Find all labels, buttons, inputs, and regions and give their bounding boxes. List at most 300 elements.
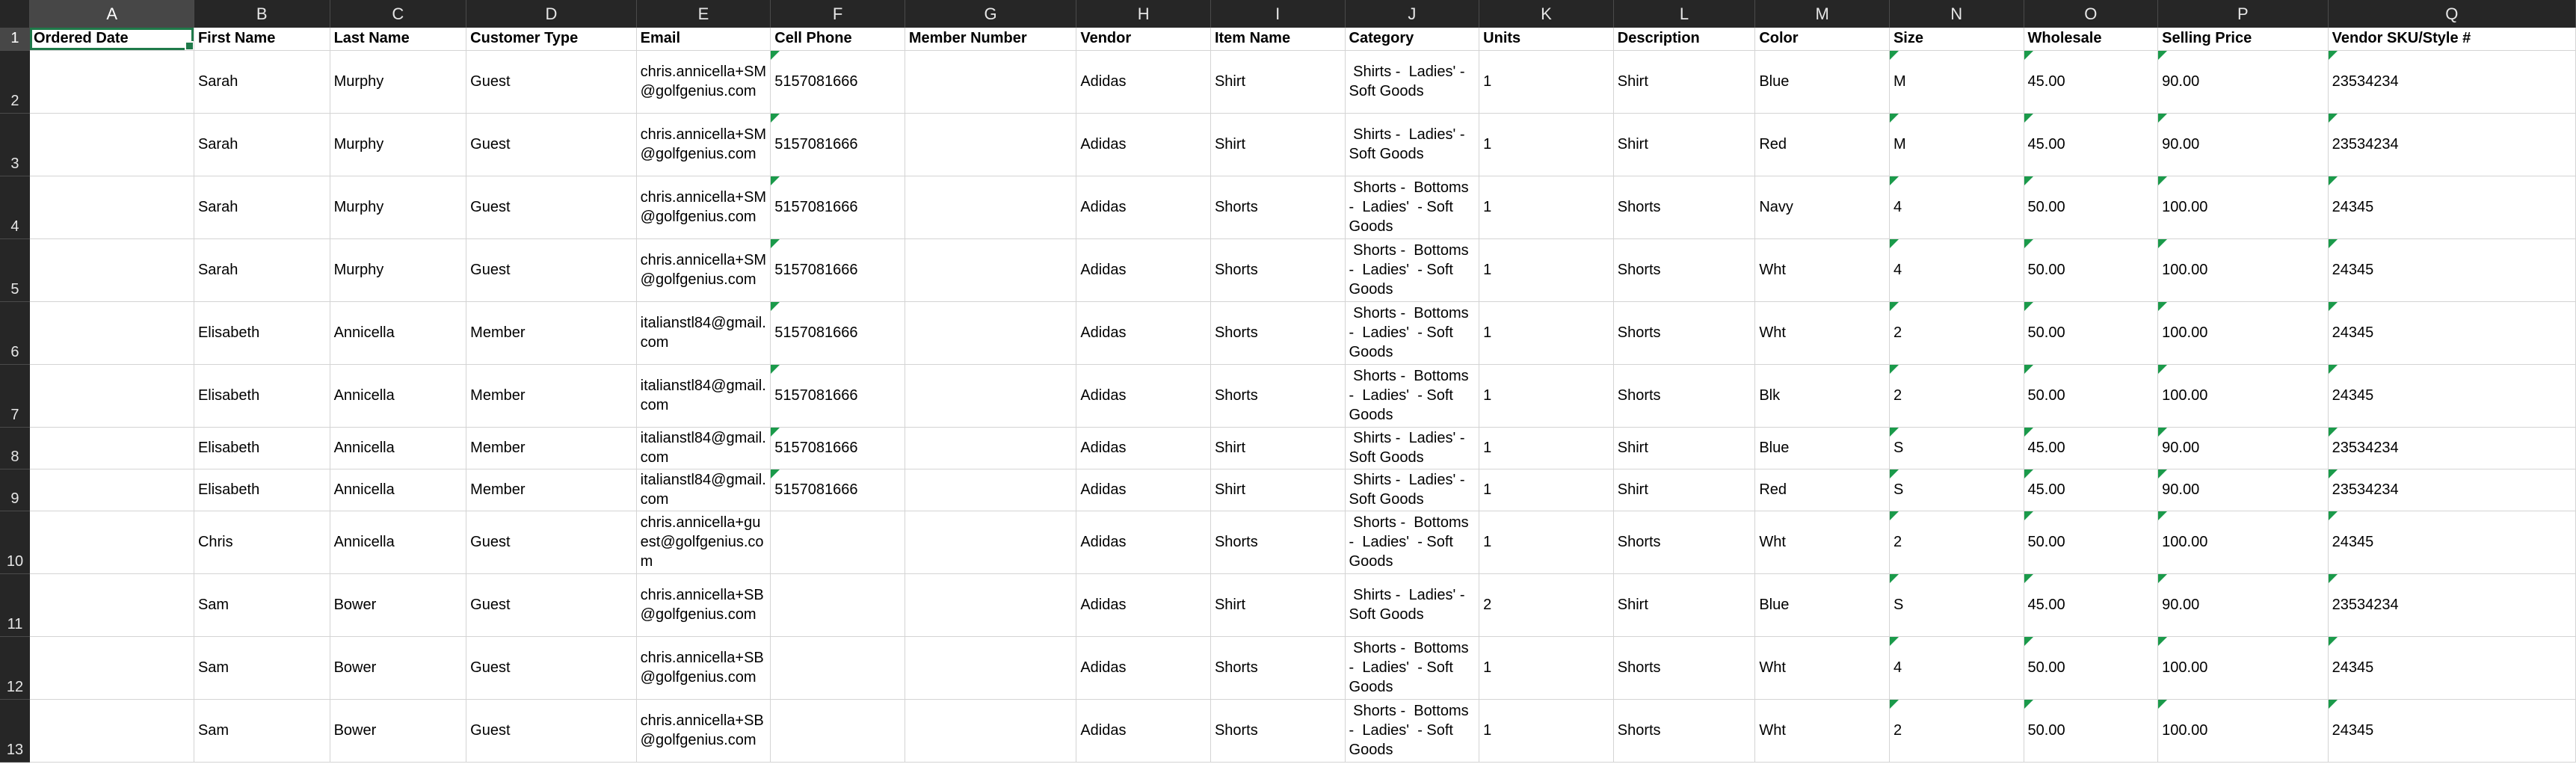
cell-h7[interactable]	[1076, 364, 1211, 427]
cell-value: 90.00	[2162, 73, 2200, 90]
cell-value: Adidas	[1080, 324, 1127, 341]
cell-k11[interactable]	[1479, 573, 1614, 636]
cell-b11[interactable]	[194, 573, 330, 636]
cell-value: chris.annicella+SB@golfgenius.com	[640, 650, 764, 686]
cell-e9[interactable]	[636, 469, 771, 511]
column-header-f[interactable]: F	[771, 0, 905, 28]
cell-value: Wht	[1759, 534, 1786, 550]
cell-q12[interactable]	[2328, 636, 2575, 699]
cell-a10[interactable]	[30, 511, 194, 573]
cell-g5[interactable]	[905, 238, 1076, 301]
cell-p7[interactable]	[2158, 364, 2328, 427]
cell-d4[interactable]	[466, 176, 636, 238]
cell-p6[interactable]	[2158, 301, 2328, 364]
cell-value: italianstl84@gmail.com	[640, 430, 766, 466]
row-header-7[interactable]: 7	[0, 364, 30, 427]
header-cell-m1[interactable]	[1755, 28, 1890, 50]
cell-h2[interactable]	[1076, 50, 1211, 113]
cell-value: 50.00	[2027, 199, 2065, 215]
row-header-13[interactable]: 13	[0, 699, 30, 762]
cell-n3[interactable]	[1889, 113, 2024, 176]
cell-p8[interactable]	[2158, 427, 2328, 469]
row-header-6[interactable]: 6	[0, 301, 30, 364]
cell-p11[interactable]	[2158, 573, 2328, 636]
cell-h12[interactable]	[1076, 636, 1211, 699]
cell-b5[interactable]	[194, 238, 330, 301]
cell-n5[interactable]	[1889, 238, 2024, 301]
cell-value: Shorts	[1617, 659, 1661, 676]
cell-i3[interactable]	[1210, 113, 1345, 176]
row-header-10[interactable]: 10	[0, 511, 30, 573]
cell-q7[interactable]	[2328, 364, 2575, 427]
cell-e13[interactable]	[636, 699, 771, 762]
cell-value: Annicella	[333, 387, 395, 404]
cell-c9[interactable]	[330, 469, 466, 511]
cell-d5[interactable]	[466, 238, 636, 301]
cell-o8[interactable]	[2024, 427, 2158, 469]
cell-m4[interactable]	[1755, 176, 1890, 238]
header-cell-c1[interactable]	[330, 28, 466, 50]
cell-o9[interactable]	[2024, 469, 2158, 511]
cell-n9[interactable]	[1889, 469, 2024, 511]
header-cell-k1[interactable]	[1479, 28, 1614, 50]
cell-j12[interactable]	[1345, 636, 1479, 699]
cell-value: Sam	[197, 597, 229, 613]
cell-k2[interactable]	[1479, 50, 1614, 113]
cell-e4[interactable]	[636, 176, 771, 238]
header-cell-e1[interactable]	[636, 28, 771, 50]
cell-i5[interactable]	[1210, 238, 1345, 301]
cell-n7[interactable]	[1889, 364, 2024, 427]
column-header-c[interactable]: C	[330, 0, 466, 28]
header-cell-g1[interactable]	[905, 28, 1076, 50]
cell-c2[interactable]	[330, 50, 466, 113]
cell-value: Adidas	[1080, 440, 1127, 456]
cell-f4[interactable]	[771, 176, 905, 238]
cell-o7[interactable]	[2024, 364, 2158, 427]
cell-c11[interactable]	[330, 573, 466, 636]
header-cell-i1[interactable]	[1210, 28, 1345, 50]
cell-k13[interactable]	[1479, 699, 1614, 762]
row-header-11[interactable]: 11	[0, 573, 30, 636]
cell-g2[interactable]	[905, 50, 1076, 113]
cell-p2[interactable]	[2158, 50, 2328, 113]
cell-n11[interactable]	[1889, 573, 2024, 636]
cell-d13[interactable]	[466, 699, 636, 762]
column-header-b[interactable]: B	[194, 0, 330, 28]
cell-l3[interactable]	[1613, 113, 1755, 176]
cell-value: Shorts	[1617, 722, 1661, 739]
cell-j11[interactable]	[1345, 573, 1479, 636]
cell-a9[interactable]	[30, 469, 194, 511]
cell-d12[interactable]	[466, 636, 636, 699]
column-header-k[interactable]: K	[1479, 0, 1614, 28]
cell-value: Shirt	[1617, 73, 1648, 90]
cell-d3[interactable]	[466, 113, 636, 176]
cell-a3[interactable]	[30, 113, 194, 176]
cell-h10[interactable]	[1076, 511, 1211, 573]
cell-e7[interactable]	[636, 364, 771, 427]
cell-f9[interactable]	[771, 469, 905, 511]
cell-h4[interactable]	[1076, 176, 1211, 238]
row-header-4[interactable]: 4	[0, 176, 30, 238]
cell-c7[interactable]	[330, 364, 466, 427]
cell-h5[interactable]	[1076, 238, 1211, 301]
cell-value: Wholesale	[2027, 30, 2102, 46]
cell-q10[interactable]	[2328, 511, 2575, 573]
row-header-8[interactable]: 8	[0, 427, 30, 469]
cell-m11[interactable]	[1755, 573, 1890, 636]
cell-g4[interactable]	[905, 176, 1076, 238]
column-header-o[interactable]: O	[2024, 0, 2158, 28]
cell-a6[interactable]	[30, 301, 194, 364]
cell-p10[interactable]	[2158, 511, 2328, 573]
cell-l12[interactable]	[1613, 636, 1755, 699]
cell-l13[interactable]	[1613, 699, 1755, 762]
cell-i11[interactable]	[1210, 573, 1345, 636]
cell-i6[interactable]	[1210, 301, 1345, 364]
cell-f5[interactable]	[771, 238, 905, 301]
header-cell-d1[interactable]	[466, 28, 636, 50]
cell-e10[interactable]	[636, 511, 771, 573]
cell-a11[interactable]	[30, 573, 194, 636]
cell-value: Units	[1483, 30, 1521, 46]
cell-g13[interactable]	[905, 699, 1076, 762]
cell-p9[interactable]	[2158, 469, 2328, 511]
cell-i7[interactable]	[1210, 364, 1345, 427]
cell-q8[interactable]	[2328, 427, 2575, 469]
cell-f11[interactable]	[771, 573, 905, 636]
cell-i2[interactable]	[1210, 50, 1345, 113]
cell-e3[interactable]	[636, 113, 771, 176]
cell-q13[interactable]	[2328, 699, 2575, 762]
cell-d10[interactable]	[466, 511, 636, 573]
cell-g10[interactable]	[905, 511, 1076, 573]
cell-value: 45.00	[2027, 73, 2065, 90]
row-header-12[interactable]: 12	[0, 636, 30, 699]
cell-b12[interactable]	[194, 636, 330, 699]
cell-value: Last Name	[333, 30, 410, 46]
cell-value: 1	[1483, 659, 1492, 676]
cell-j8[interactable]	[1345, 427, 1479, 469]
cell-b8[interactable]	[194, 427, 330, 469]
cell-c13[interactable]	[330, 699, 466, 762]
cell-l10[interactable]	[1613, 511, 1755, 573]
cell-q3[interactable]	[2328, 113, 2575, 176]
column-header-d[interactable]: D	[466, 0, 636, 28]
cell-value: Shirt	[1617, 481, 1648, 498]
cell-n13[interactable]	[1889, 699, 2024, 762]
row-header-5[interactable]: 5	[0, 238, 30, 301]
cell-a12[interactable]	[30, 636, 194, 699]
column-header-p[interactable]: P	[2158, 0, 2328, 28]
cell-j7[interactable]	[1345, 364, 1479, 427]
cell-d8[interactable]	[466, 427, 636, 469]
cell-o10[interactable]	[2024, 511, 2158, 573]
table-row	[0, 636, 2576, 699]
cell-q9[interactable]	[2328, 469, 2575, 511]
cell-l8[interactable]	[1613, 427, 1755, 469]
cell-l5[interactable]	[1613, 238, 1755, 301]
cell-j10[interactable]	[1345, 511, 1479, 573]
column-header-n[interactable]: N	[1889, 0, 2024, 28]
cell-i12[interactable]	[1210, 636, 1345, 699]
cell-value: chris.annicella+SM@golfgenius.com	[640, 64, 767, 99]
cell-b7[interactable]	[194, 364, 330, 427]
cell-d6[interactable]	[466, 301, 636, 364]
row-header-1[interactable]: 1	[0, 28, 30, 50]
cell-h3[interactable]	[1076, 113, 1211, 176]
cell-d7[interactable]	[466, 364, 636, 427]
cell-value: 90.00	[2162, 481, 2200, 498]
cell-a2[interactable]	[30, 50, 194, 113]
cell-k10[interactable]	[1479, 511, 1614, 573]
cell-i13[interactable]	[1210, 699, 1345, 762]
cell-c6[interactable]	[330, 301, 466, 364]
cell-o11[interactable]	[2024, 573, 2158, 636]
cell-f3[interactable]	[771, 113, 905, 176]
cell-value: Adidas	[1080, 73, 1127, 90]
cell-value: Shirts - Ladies' - Soft Goods	[1349, 587, 1470, 623]
cell-d9[interactable]	[466, 469, 636, 511]
cell-p12[interactable]	[2158, 636, 2328, 699]
column-header-h[interactable]: H	[1076, 0, 1211, 28]
cell-value: Guest	[470, 722, 511, 739]
column-header-l[interactable]: L	[1613, 0, 1755, 28]
cell-value: Member	[470, 481, 526, 498]
cell-m7[interactable]	[1755, 364, 1890, 427]
header-cell-n1[interactable]	[1889, 28, 2024, 50]
header-cell-f1[interactable]	[771, 28, 905, 50]
cell-l2[interactable]	[1613, 50, 1755, 113]
header-cell-j1[interactable]	[1345, 28, 1479, 50]
cell-k9[interactable]	[1479, 469, 1614, 511]
cell-o4[interactable]	[2024, 176, 2158, 238]
cell-value: S	[1893, 597, 1904, 613]
column-header-g[interactable]: G	[905, 0, 1076, 28]
cell-g6[interactable]	[905, 301, 1076, 364]
cell-b4[interactable]	[194, 176, 330, 238]
row-header-2[interactable]: 2	[0, 50, 30, 113]
cell-q11[interactable]	[2328, 573, 2575, 636]
cell-value: Blk	[1759, 387, 1781, 404]
cell-j3[interactable]	[1345, 113, 1479, 176]
cell-a4[interactable]	[30, 176, 194, 238]
header-cell-q1[interactable]	[2328, 28, 2575, 50]
cell-m12[interactable]	[1755, 636, 1890, 699]
cell-f8[interactable]	[771, 427, 905, 469]
column-header-m[interactable]: M	[1755, 0, 1890, 28]
table-row	[0, 364, 2576, 427]
cell-value: Shorts - Bottoms - Ladies' - Soft Goods	[1349, 514, 1473, 570]
cell-value: Annicella	[333, 324, 395, 341]
cell-p3[interactable]	[2158, 113, 2328, 176]
cell-k6[interactable]	[1479, 301, 1614, 364]
cell-value: Sarah	[197, 199, 238, 215]
cell-b9[interactable]	[194, 469, 330, 511]
cell-n12[interactable]	[1889, 636, 2024, 699]
cell-value: Shorts	[1214, 324, 1258, 341]
cell-o12[interactable]	[2024, 636, 2158, 699]
cell-value: chris.annicella+SM@golfgenius.com	[640, 189, 767, 225]
cell-value: 100.00	[2162, 387, 2208, 404]
cell-e5[interactable]	[636, 238, 771, 301]
cell-l9[interactable]	[1613, 469, 1755, 511]
header-cell-a1[interactable]	[30, 28, 194, 50]
header-cell-l1[interactable]	[1613, 28, 1755, 50]
cell-b10[interactable]	[194, 511, 330, 573]
cell-e6[interactable]	[636, 301, 771, 364]
cell-value: Adidas	[1080, 597, 1127, 613]
cell-n2[interactable]	[1889, 50, 2024, 113]
cell-o3[interactable]	[2024, 113, 2158, 176]
header-cell-h1[interactable]	[1076, 28, 1211, 50]
cell-value: Chris	[197, 534, 233, 550]
column-header-i[interactable]: I	[1210, 0, 1345, 28]
cell-e8[interactable]	[636, 427, 771, 469]
cell-g3[interactable]	[905, 113, 1076, 176]
cell-value: Shorts - Bottoms - Ladies' - Soft Goods	[1349, 703, 1473, 758]
cell-b2[interactable]	[194, 50, 330, 113]
cell-l6[interactable]	[1613, 301, 1755, 364]
cell-q4[interactable]	[2328, 176, 2575, 238]
cell-i4[interactable]	[1210, 176, 1345, 238]
cell-k4[interactable]	[1479, 176, 1614, 238]
cell-f10[interactable]	[771, 511, 905, 573]
cell-c3[interactable]	[330, 113, 466, 176]
cell-o13[interactable]	[2024, 699, 2158, 762]
cell-e11[interactable]	[636, 573, 771, 636]
cell-value: Shirt	[1214, 73, 1246, 90]
cell-l4[interactable]	[1613, 176, 1755, 238]
cell-l7[interactable]	[1613, 364, 1755, 427]
cell-h8[interactable]	[1076, 427, 1211, 469]
row-header-9[interactable]: 9	[0, 469, 30, 511]
column-header-j[interactable]: J	[1345, 0, 1479, 28]
cell-g8[interactable]	[905, 427, 1076, 469]
column-header-e[interactable]: E	[636, 0, 771, 28]
cell-c8[interactable]	[330, 427, 466, 469]
select-all-corner[interactable]	[0, 0, 30, 28]
cell-i9[interactable]	[1210, 469, 1345, 511]
cell-f12[interactable]	[771, 636, 905, 699]
cell-value: Annicella	[333, 440, 395, 456]
cell-f6[interactable]	[771, 301, 905, 364]
cell-value: Adidas	[1080, 262, 1127, 278]
header-cell-p1[interactable]	[2158, 28, 2328, 50]
cell-j2[interactable]	[1345, 50, 1479, 113]
cell-k7[interactable]	[1479, 364, 1614, 427]
cell-p13[interactable]	[2158, 699, 2328, 762]
cell-value: Shirt	[1214, 136, 1246, 153]
cell-k8[interactable]	[1479, 427, 1614, 469]
cell-f7[interactable]	[771, 364, 905, 427]
cell-q5[interactable]	[2328, 238, 2575, 301]
cell-e12[interactable]	[636, 636, 771, 699]
cell-b3[interactable]	[194, 113, 330, 176]
cell-c12[interactable]	[330, 636, 466, 699]
cell-i8[interactable]	[1210, 427, 1345, 469]
header-cell-o1[interactable]	[2024, 28, 2158, 50]
cell-l11[interactable]	[1613, 573, 1755, 636]
cell-m6[interactable]	[1755, 301, 1890, 364]
cell-g11[interactable]	[905, 573, 1076, 636]
cell-n8[interactable]	[1889, 427, 2024, 469]
cell-m9[interactable]	[1755, 469, 1890, 511]
cell-h11[interactable]	[1076, 573, 1211, 636]
cell-a8[interactable]	[30, 427, 194, 469]
cell-c4[interactable]	[330, 176, 466, 238]
cell-n10[interactable]	[1889, 511, 2024, 573]
cell-value: Guest	[470, 262, 511, 278]
cell-m2[interactable]	[1755, 50, 1890, 113]
cell-k12[interactable]	[1479, 636, 1614, 699]
cell-n4[interactable]	[1889, 176, 2024, 238]
cell-j9[interactable]	[1345, 469, 1479, 511]
cell-q6[interactable]	[2328, 301, 2575, 364]
cell-m3[interactable]	[1755, 113, 1890, 176]
header-cell-b1[interactable]	[194, 28, 330, 50]
cell-j4[interactable]	[1345, 176, 1479, 238]
cell-p4[interactable]	[2158, 176, 2328, 238]
cell-m8[interactable]	[1755, 427, 1890, 469]
cell-e2[interactable]	[636, 50, 771, 113]
cell-m13[interactable]	[1755, 699, 1890, 762]
header-data-row	[0, 28, 2576, 50]
cell-g9[interactable]	[905, 469, 1076, 511]
cell-d2[interactable]	[466, 50, 636, 113]
cell-p5[interactable]	[2158, 238, 2328, 301]
cell-c10[interactable]	[330, 511, 466, 573]
cell-o6[interactable]	[2024, 301, 2158, 364]
cell-m5[interactable]	[1755, 238, 1890, 301]
cell-value: Blue	[1759, 73, 1790, 90]
cell-a13[interactable]	[30, 699, 194, 762]
cell-f13[interactable]	[771, 699, 905, 762]
cell-h13[interactable]	[1076, 699, 1211, 762]
cell-a7[interactable]	[30, 364, 194, 427]
cell-j13[interactable]	[1345, 699, 1479, 762]
row-header-3[interactable]: 3	[0, 113, 30, 176]
cell-value: Shorts	[1617, 534, 1661, 550]
cell-value: Adidas	[1080, 387, 1127, 404]
cell-k5[interactable]	[1479, 238, 1614, 301]
cell-a5[interactable]	[30, 238, 194, 301]
cell-i10[interactable]	[1210, 511, 1345, 573]
cell-d11[interactable]	[466, 573, 636, 636]
cell-b6[interactable]	[194, 301, 330, 364]
cell-g7[interactable]	[905, 364, 1076, 427]
cell-h9[interactable]	[1076, 469, 1211, 511]
cell-q2[interactable]	[2328, 50, 2575, 113]
cell-value: italianstl84@gmail.com	[640, 315, 766, 351]
cell-f2[interactable]	[771, 50, 905, 113]
cell-o5[interactable]	[2024, 238, 2158, 301]
column-header-a[interactable]: A	[30, 0, 194, 28]
cell-m10[interactable]	[1755, 511, 1890, 573]
cell-b13[interactable]	[194, 699, 330, 762]
cell-value: italianstl84@gmail.com	[640, 378, 766, 413]
cell-c5[interactable]	[330, 238, 466, 301]
cell-o2[interactable]	[2024, 50, 2158, 113]
cell-h6[interactable]	[1076, 301, 1211, 364]
cell-k3[interactable]	[1479, 113, 1614, 176]
cell-g12[interactable]	[905, 636, 1076, 699]
cell-n6[interactable]	[1889, 301, 2024, 364]
cell-j6[interactable]	[1345, 301, 1479, 364]
column-header-q[interactable]: Q	[2328, 0, 2575, 28]
cell-j5[interactable]	[1345, 238, 1479, 301]
